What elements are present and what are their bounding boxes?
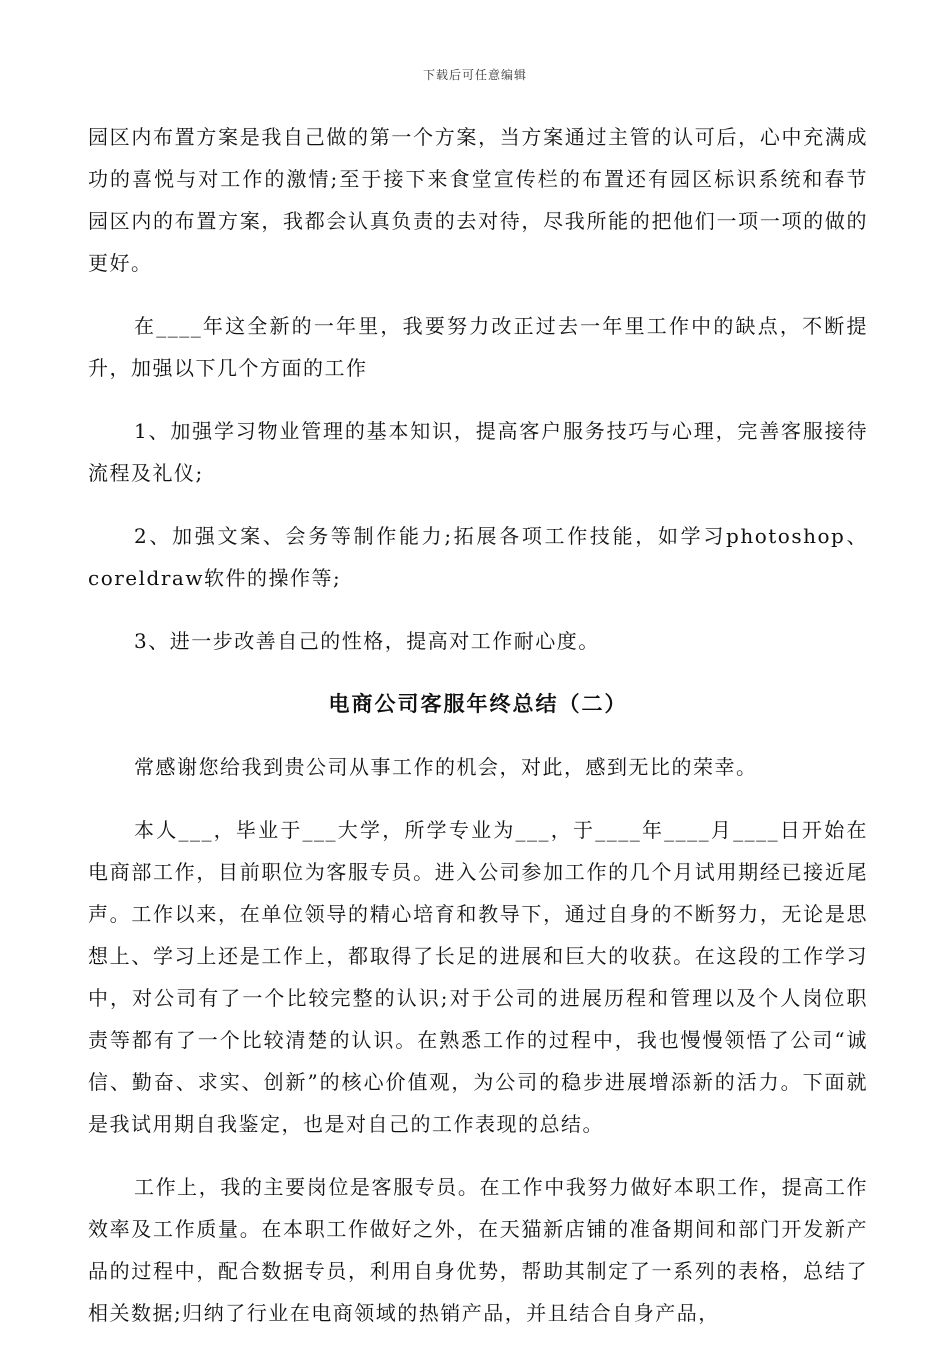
paragraph-thanks: 常感谢您给我到贵公司从事工作的机会，对此，感到无比的荣幸。 (134, 755, 758, 779)
paragraph-new-year-plan: 在____年这全新的一年里，我要努力改正过去一年里工作中的缺点，不断提升，加强以下几个方面的工作 (88, 314, 868, 380)
list-item-3: 3、进一步改善自己的性格，提高对工作耐心度。 (134, 629, 600, 653)
list-item-2: 2、加强文案、会务等制作能力;拓展各项工作技能，如学习photoshop、coreldraw软件的操作等; (88, 524, 868, 590)
paragraph-self-intro: 本人___，毕业于___大学，所学专业为___，于____年____月____日开始在电商部工作，目前职位为客服专员。进入公司参加工作的几个月试用期经已接近尾声。工作以来，在单位领导的精心培育和教导下，通过自身的不断努力，无论是思想上、学习上还是工作上，都取得了长足的进展和巨大的收获。在这段的工作学习中，对公司有了一个比较完整的认识;对于公司的进展历程和管理以及个人岗位职责等都有了一个比较清楚的认识。在熟悉工作的过程中，我也慢慢领悟了公司“诚信、勤奋、求实、创新”的核心价值观，为公司的稳步进展增添新的活力。下面就是我试用期自我鉴定，也是对自己的工作表现的总结。 (88, 818, 868, 1136)
page-header: 下载后可任意编辑 (422, 68, 527, 82)
document-body (88, 116, 868, 1355)
list-item-1: 1、加强学习物业管理的基本知识，提高客户服务技巧与心理，完善客服接待流程及礼仪; (88, 419, 868, 485)
paragraph-intro-continued: 园区内布置方案是我自己做的第一个方案，当方案通过主管的认可后，心中充满成功的喜悦与对工作的激情;至于接下来食堂宣传栏的布置还有园区标识系统和春节园区内的布置方案，我都会认真负责的去对待，尽我所能的把他们一项一项的做的更好。 (88, 125, 868, 275)
section-title: 电商公司客服年终总结（二） (328, 691, 628, 716)
paragraph-work-duties: 工作上，我的主要岗位是客服专员。在工作中我努力做好本职工作，提高工作效率及工作质量。在本职工作做好之外，在天猫新店铺的准备期间和部门开发新产品的过程中，配合数据专员，利用自身优势，帮助其制定了一系列的表格，总结了相关数据;归纳了行业在电商领域的热销产品，并且结合自身产品， (88, 1175, 868, 1325)
